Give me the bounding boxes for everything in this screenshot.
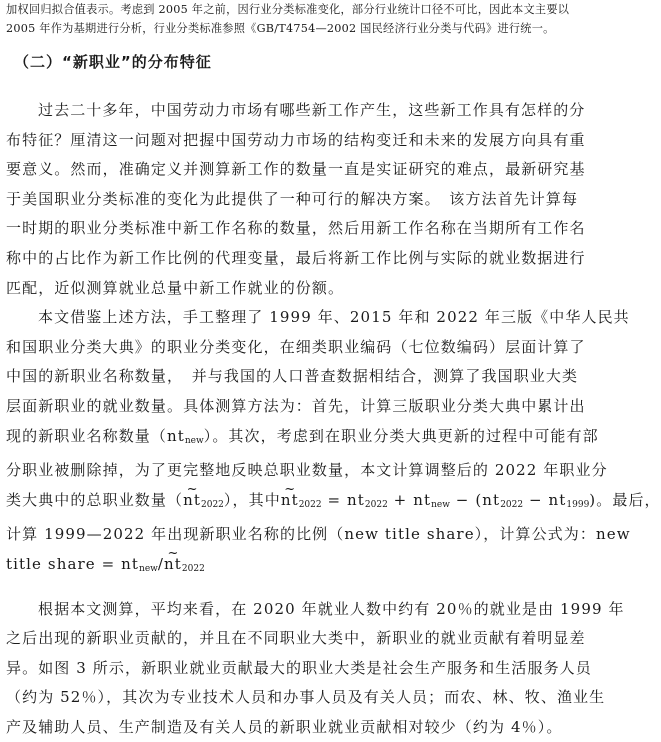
subscript: new bbox=[431, 500, 450, 510]
text-line: 本文借鉴上述方法，手工整理了 1999 年、2015 年和 2022 年三版《中华人民共 bbox=[6, 303, 596, 333]
subscript: 1999 bbox=[566, 500, 589, 510]
subscript: 2022 bbox=[365, 500, 388, 510]
formula-line bbox=[6, 550, 596, 585]
footnote-line: 加权回归拟合值表示。考虑到 2005 年之前，因行业分类标准变化，部分行业统计口径不可比，因此本文主要以 bbox=[6, 0, 596, 19]
text-fragment: )。最后， bbox=[589, 491, 660, 509]
text-fragment: = nt bbox=[322, 491, 365, 509]
text-fragment: ），其中 bbox=[224, 491, 281, 509]
text-line: 布特征？厘清这一问题对把握中国劳动力市场的结构变迁和未来的发展方向具有重 bbox=[6, 126, 596, 156]
tilde-nt: ~ nt bbox=[164, 550, 182, 580]
paragraph-3 bbox=[6, 595, 596, 742]
text-line: （约为 52％），其次为专业技术人员和办事人员及有关人员；而农、林、牧、渔业生 bbox=[6, 683, 596, 713]
subscript: 2022 bbox=[201, 500, 224, 510]
text-line: 过去二十多年，中国劳动力市场有哪些新工作产生，这些新工作具有怎样的分 bbox=[6, 96, 596, 126]
text-line: 层面新职业的就业数量。具体测算方法为：首先，计算三版职业分类大典中累计出 bbox=[6, 392, 596, 422]
subscript: 2022 bbox=[182, 564, 205, 574]
text-line: 根据本文测算，平均来看，在 2020 年就业人数中约有 20％的就业是由 1999 年 bbox=[6, 595, 596, 625]
text-line: 称中的占比作为新工作比例的代理变量，最后将新工作比例与实际的就业数据进行 bbox=[6, 244, 596, 274]
text-fragment: 现的新职业名称数量（nt bbox=[6, 427, 185, 445]
subscript: 2022 bbox=[500, 500, 523, 510]
text-line: 于美国职业分类标准的变化为此提供了一种可行的解决方案。 该方法首先计算每 bbox=[6, 185, 596, 215]
paragraph-2 bbox=[6, 303, 596, 584]
text-fragment: − nt bbox=[523, 491, 566, 509]
text-line: 分职业被删除掉，为了更完整地反映总职业数量，本文计算调整后的 2022 年职业分 bbox=[6, 456, 596, 486]
footnote bbox=[6, 0, 596, 38]
subscript: new bbox=[185, 436, 204, 446]
tilde-nt: ~ nt bbox=[281, 486, 299, 516]
text-line: 异。如图 3 所示，新职业就业贡献最大的职业大类是社会生产服务和生活服务人员 bbox=[6, 654, 596, 684]
text-fragment: / bbox=[158, 555, 164, 573]
text-line: 计算 1999—2022 年出现新职业名称的比例（new title share），计算公式为：new bbox=[6, 520, 596, 550]
subscript: new bbox=[139, 564, 158, 574]
tilde-nt: ~ nt bbox=[183, 486, 201, 516]
page bbox=[6, 0, 596, 742]
text-fragment: title share = nt bbox=[6, 555, 139, 573]
text-fragment: + nt bbox=[388, 491, 431, 509]
text-fragment: ）。其次，考虑到在职业分类大典更新的过程中可能有部 bbox=[204, 427, 599, 445]
text-line: 要意义。然而，准确定义并测算新工作的数量一直是实证研究的难点，最新研究基 bbox=[6, 155, 596, 185]
body-text bbox=[6, 96, 596, 742]
text-line: 产及辅助人员、生产制造及有关人员的新职业就业贡献相对较少（约为 4％）。 bbox=[6, 713, 596, 742]
text-line bbox=[6, 422, 596, 457]
text-fragment: − (nt bbox=[450, 491, 500, 509]
text-line: 中国的新职业名称数量， 并与我国的人口普查数据相结合，测算了我国职业大类 bbox=[6, 362, 596, 392]
formula-line bbox=[6, 486, 596, 521]
text-line: 和国职业分类大典》的职业分类变化，在细类职业编码（七位数编码）层面计算了 bbox=[6, 333, 596, 363]
paragraph-1 bbox=[6, 96, 596, 303]
subscript: 2022 bbox=[299, 500, 322, 510]
text-line: 一时期的职业分类标准中新工作名称的数量，然后用新工作名称在当期所有工作名 bbox=[6, 214, 596, 244]
text-line: 之后出现的新职业贡献的，并且在不同职业大类中，新职业的就业贡献有着明显差 bbox=[6, 624, 596, 654]
text-line: 匹配，近似测算就业总量中新工作就业的份额。 bbox=[6, 274, 596, 304]
section-title: （二）“新职业”的分布特征 bbox=[14, 51, 596, 72]
footnote-line: 2005 年作为基期进行分析，行业分类标准参照《GB/T4754—2002 国民经济行业分类与代码》进行统一。 bbox=[6, 19, 596, 38]
text-fragment: 类大典中的总职业数量（ bbox=[6, 491, 183, 509]
